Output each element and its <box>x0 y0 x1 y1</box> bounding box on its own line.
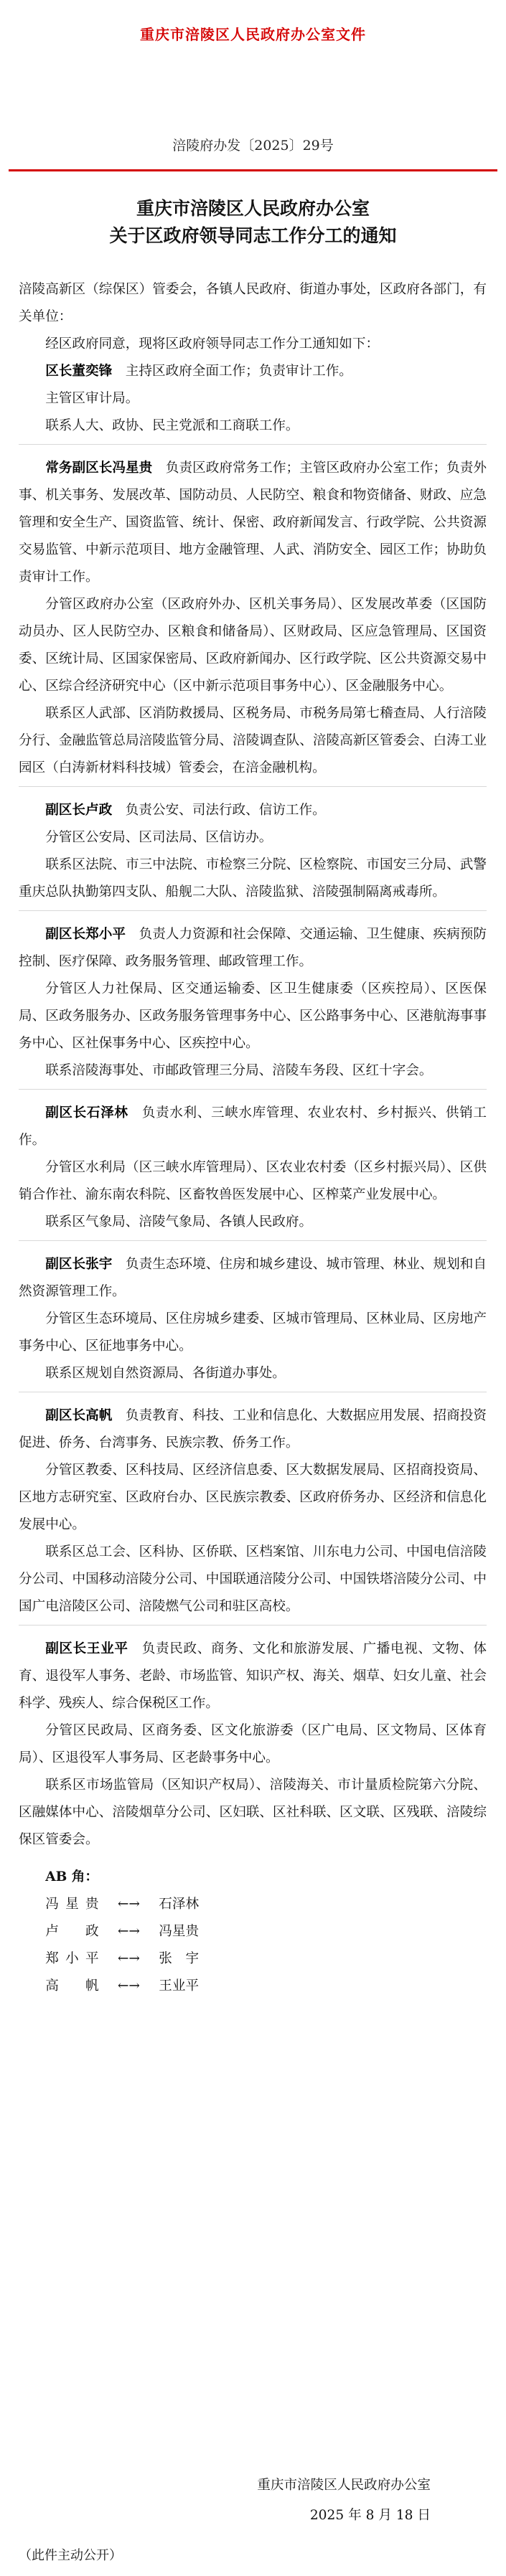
section-paragraph <box>19 412 487 440</box>
official-name: 副区长郑小平 <box>45 927 126 942</box>
duty-text: 联系区总工会、区科协、区侨联、区档案馆、川东电力公司、中国电信涪陵分公司、中国移动涪陵分公司、中国联通涪陵分公司、中国铁塔涪陵分公司、中国广电涪陵区公司、涪陵燃气公司和驻区高校。 <box>19 1544 487 1614</box>
section-paragraph <box>19 797 487 824</box>
document-body <box>19 276 487 2000</box>
document-number: 涪陵府办发〔2025〕29号 <box>172 138 334 154</box>
section-paragraph <box>19 1360 487 1387</box>
official-name: 副区长石泽林 <box>45 1105 128 1120</box>
notice-title-line-2: 关于区政府领导同志工作分工的通知 <box>109 225 397 246</box>
duty-text: 分管区水利局（区三峡水库管理局）、区农业农村委（区乡村振兴局）、区供销合作社、渝东南农科院、区畜牧兽医发展中心、区榨菜产业发展中心。 <box>19 1160 487 1202</box>
duty-text: 联系区市场监管局（区知识产权局）、涪陵海关、市计量质检院第六分院、区融媒体中心、涪陵烟草分公司、区妇联、区社科联、区文联、区残联、涪陵综保区管委会。 <box>19 1778 487 1847</box>
section-paragraph <box>19 1772 487 1854</box>
duty-text: 联系区规划自然资源局、各街道办事处。 <box>45 1366 286 1381</box>
section-paragraph <box>19 1057 487 1085</box>
official-name: 区长董奕锋 <box>45 364 113 379</box>
section-paragraph <box>19 1251 487 1306</box>
official-name: 副区长高帆 <box>45 1408 113 1423</box>
duty-text: 分管区公安局、区司法局、区信访办。 <box>45 830 273 845</box>
notice-title-line-1: 重庆市涪陵区人民政府办公室 <box>136 198 370 219</box>
duty-text: 分管区教委、区科技局、区经济信息委、区大数据发展局、区招商投资局、区地方志研究室、区政府台办、区民族宗教委、区政府侨务办、区经济和信息化发展中心。 <box>19 1463 487 1532</box>
section-paragraph <box>19 1402 487 1457</box>
ab-backup: 石泽林 <box>159 1897 200 1912</box>
section-paragraph <box>19 1100 487 1154</box>
official-name: 副区长王业平 <box>45 1641 128 1656</box>
ab-row <box>19 1945 487 1973</box>
red-header-title: 重庆市涪陵区人民政府办公室文件 <box>140 26 366 43</box>
duty-text: 主管区审计局。 <box>45 391 139 406</box>
section-paragraph <box>19 1717 487 1772</box>
ab-arrow: ←→ <box>117 1951 140 1966</box>
signature-date: 2025 年 8 月 18 日 <box>309 2508 431 2523</box>
section-divider <box>19 1625 487 1626</box>
ab-backup: 王业平 <box>159 1978 200 1994</box>
ab-backup: 冯星贵 <box>159 1924 200 1939</box>
duty-text: 分管区政府办公室（区政府外办、区机关事务局）、区发展改革委（区国防动员办、区人民防空办、区粮食和储备局）、区财政局、区应急管理局、区国资委、区统计局、区国家保密局、区政府新闻办、区行政学院、区公共资源交易中心、区综合经济研究中心（区中新示范项目事务中心）、区金融服务中心。 <box>19 597 487 694</box>
duty-text: 分管区生态环境局、区住房城乡建委、区城市管理局、区林业局、区房地产事务中心、区征地事务中心。 <box>19 1311 487 1354</box>
duty-text: 联系区法院、市三中法院、市检察三分院、区检察院、市国安三分局、武警重庆总队执勤第四支队、船舰二大队、涪陵监狱、涪陵强制隔离戒毒所。 <box>19 857 487 900</box>
signature-org: 重庆市涪陵区人民政府办公室 <box>257 2478 431 2493</box>
duty-text: 负责人力资源和社会保障、交通运输、卫生健康、疾病预防控制、医疗保障、政务服务管理、邮政管理工作。 <box>19 927 487 969</box>
section-paragraph <box>19 976 487 1057</box>
duty-text: 分管区民政局、区商务委、区文化旅游委（区广电局、区文物局、区体育局）、区退役军人事务局、区老龄事务中心。 <box>19 1723 487 1765</box>
section-paragraph <box>19 455 487 591</box>
ab-primary: 卢 政 <box>45 1924 99 1939</box>
section-paragraph <box>19 921 487 976</box>
notice-title <box>0 195 506 250</box>
section-paragraph <box>19 1457 487 1539</box>
duty-text: 主持区政府全面工作；负责审计工作。 <box>125 364 352 379</box>
duty-text: 负责区政府常务工作；主管区政府办公室工作；负责外事、机关事务、发展改革、国防动员、人民防空、粮食和物资储备、财政、应急管理和安全生产、国资监管、统计、保密、政府新闻发言、行政学院、公共资源交易监管、中新示范项目、地方金融管理、人武、消防安全、园区工作；协助负责审计工作。 <box>19 461 487 585</box>
ab-backup: 张 宇 <box>159 1951 200 1966</box>
salutation: 涪陵高新区（综保区）管委会，各镇人民政府、街道办事处，区政府各部门，有关单位： <box>19 282 487 324</box>
section-divider <box>19 1240 487 1241</box>
section-divider <box>19 786 487 787</box>
ab-primary: 冯星贵 <box>45 1897 99 1912</box>
section-paragraph <box>19 1636 487 1717</box>
ab-row <box>19 1891 487 1918</box>
section-paragraph <box>19 358 487 385</box>
section-paragraph <box>19 1539 487 1620</box>
section-paragraph <box>19 824 487 851</box>
ab-row <box>19 1918 487 1945</box>
duty-text: 分管区人力社保局、区交通运输委、区卫生健康委（区疾控局）、区医保局、区政务服务办、区政务服务管理事务中心、区公路事务中心、区港航海事事务中心、区社保事务中心、区疾控中心。 <box>19 981 487 1051</box>
duty-text: 负责民政、商务、文化和旅游发展、广播电视、文物、体育、退役军人事务、老龄、市场监管、知识产权、海关、烟草、妇女儿童、社会科学、残疾人、综合保税区工作。 <box>19 1641 487 1711</box>
ab-primary: 郑小平 <box>45 1951 99 1966</box>
ab-role-list <box>19 1891 487 2000</box>
section-paragraph <box>19 1154 487 1209</box>
section-paragraph <box>19 851 487 906</box>
section-divider <box>19 1089 487 1090</box>
section-divider <box>19 910 487 911</box>
intro: 经区政府同意，现将区政府领导同志工作分工通知如下： <box>45 336 380 352</box>
section-divider <box>19 444 487 445</box>
duty-text: 负责教育、科技、工业和信息化、大数据应用发展、招商投资促进、侨务、台湾事务、民族宗教、侨务工作。 <box>19 1408 487 1450</box>
official-name: 常务副区长冯星贵 <box>45 461 153 476</box>
official-name: 副区长张宇 <box>45 1257 113 1272</box>
section-paragraph <box>19 1306 487 1360</box>
duty-text: 联系区人武部、区消防救援局、区税务局、市税务局第七稽查局、人行涪陵分行、金融监管总局涪陵监管分局、涪陵调查队、涪陵高新区管委会、白涛工业园区（白涛新材料科技城）管委会，在涪金融机构。 <box>19 706 487 775</box>
section-paragraph <box>19 591 487 700</box>
ab-row <box>19 1973 487 2000</box>
ab-arrow: ←→ <box>117 1978 140 1994</box>
red-divider-line <box>9 169 497 171</box>
duty-text: 负责水利、三峡水库管理、农业农村、乡村振兴、供销工作。 <box>19 1105 487 1148</box>
ab-role-title: AB 角： <box>45 1869 98 1884</box>
ab-arrow: ←→ <box>117 1924 140 1939</box>
assignment-sections <box>19 358 487 1854</box>
section-paragraph <box>19 385 487 412</box>
section-paragraph <box>19 1209 487 1236</box>
duty-text: 负责生态环境、住房和城乡建设、城市管理、林业、规划和自然资源管理工作。 <box>19 1257 487 1299</box>
duty-text: 联系区气象局、涪陵气象局、各镇人民政府。 <box>45 1214 313 1230</box>
duty-text: 联系涪陵海事处、市邮政管理三分局、涪陵车务段、区红十字会。 <box>45 1063 433 1078</box>
ab-arrow: ←→ <box>117 1897 140 1912</box>
official-name: 副区长卢政 <box>45 803 113 818</box>
public-release-note: （此件主动公开） <box>19 2548 122 2563</box>
duty-text: 负责公安、司法行政、信访工作。 <box>125 803 326 818</box>
section-paragraph <box>19 700 487 782</box>
ab-primary: 高 帆 <box>45 1978 99 1994</box>
duty-text: 联系人大、政协、民主党派和工商联工作。 <box>45 418 299 433</box>
